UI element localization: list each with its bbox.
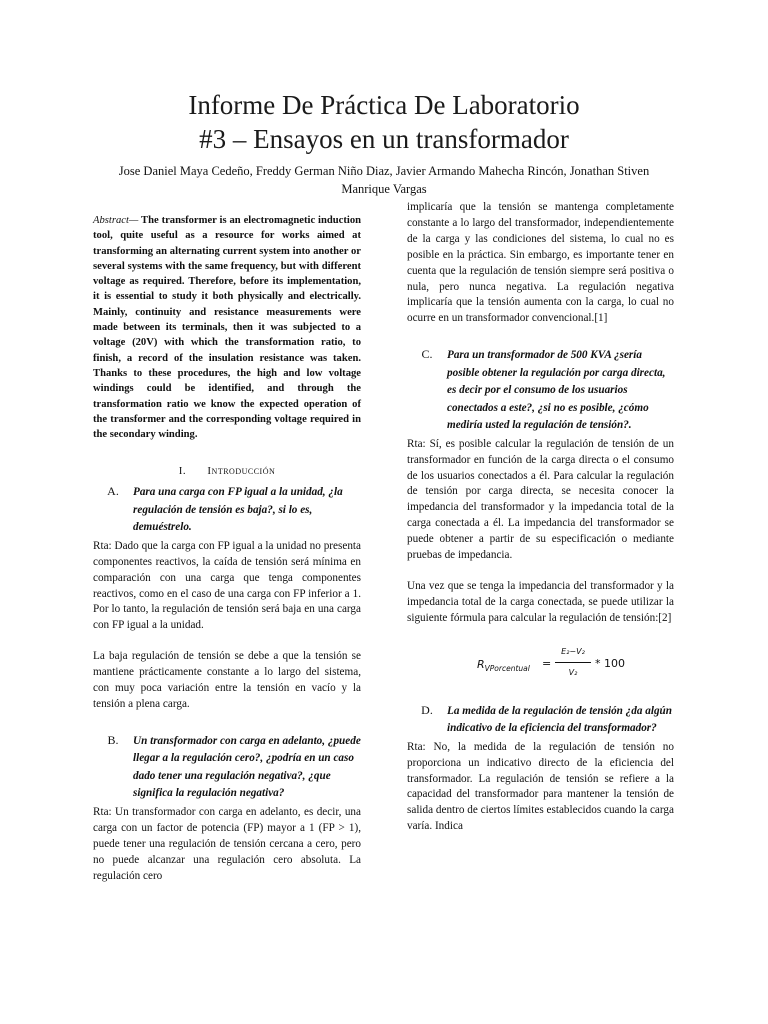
question-text: La medida de la regulación de tensión ¿da algún indicativo de la eficiencia del transformador? xyxy=(447,704,673,735)
answer-paragraph: Una vez que se tenga la impedancia del transformador y la impedancia total de la carga conectada, se puede utilizar la siguiente fórmula para calcular la regulación de tensión:[2] xyxy=(407,580,674,624)
answer-paragraph: Rta: Dado que la carga con FP igual a la unidad no presenta componentes reactivos, la caída de tensión será mínima en comparación con una carga que tenga componentes reactivos, como en el caso de una carga con FP inferior a 1. Por lo tanto, la regulación de tensión será baja en una carga con FP igual a la unidad. xyxy=(93,539,361,632)
question-letter: D. xyxy=(421,702,433,717)
title-line-1: Informe De Práctica De Laboratorio xyxy=(188,90,580,120)
author-list: Jose Daniel Maya Cedeño, Freddy German Niño Diaz, Javier Armando Mahecha Rincón, Jonathan Stiven Manrique Vargas xyxy=(118,164,650,196)
question-letter: C. xyxy=(421,347,433,362)
question-c xyxy=(407,347,674,435)
formula-denominator: V₂ xyxy=(568,667,578,677)
abstract-label: Abstract— xyxy=(93,215,139,226)
formula-numerator: E₂−V₂ xyxy=(561,646,585,656)
answer-paragraph: Rta: Un transformador con carga en adelanto, es decir, una carga con un factor de potencia (FP) mayor a 1 (FP > 1), puede tener una regulación de tensión cercana a cero, pero no puede alcanzar una regulación cero absoluta. La regulación cero xyxy=(93,805,361,882)
title-line-2: #3 – Ensayos en un transformador xyxy=(199,124,569,154)
question-letter: B. xyxy=(107,732,119,747)
abstract-text: The transformer is an electromagnetic induction tool, quite useful as a resource for works aimed at transforming an alternating current system into another or several systems with the same frequency, but with different voltage as required. Therefore, before its implementation, it is essential to study it both physically and electrically. Mainly, continuity and resistance measurements were made between its terminals, then it was subjected to a voltage (20V) with which the transformation ratio, to finish, a record of the insulation resistance was taken. Thanks to these procedures, the high and low voltage windings could be identified, and through the transformation ratio we know the expected operation of the transformer and the corresponding voltage required in the secondary winding. xyxy=(93,215,362,441)
abstract xyxy=(93,213,361,442)
answer-paragraph: La baja regulación de tensión se debe a que la tensión se mantiene prácticamente constante a lo largo del sistema, con muy poca variación entre la tensión en vacío y la tensión a plena carga. xyxy=(93,650,361,711)
section-title: Introducción xyxy=(207,465,276,478)
question-a xyxy=(93,484,361,537)
question-letter: A. xyxy=(107,484,119,499)
formula-lhs: $R_{VPorcentual}$ xyxy=(477,657,530,673)
formula-fraction xyxy=(555,644,591,681)
answer-paragraph: Rta: Sí, es posible calcular la regulación de tensión de un transformador en función de la carga directa o el consumo de los usuarios conectados a él. Para calcular la regulación de tensión por carga directa, se necesita conocer la impedancia del transformador y la impedancia total de la carga conectada a él. La impedancia del transformador se puede obtener a partir de su especificación o mediante pruebas de impedancia. xyxy=(407,437,674,562)
question-d xyxy=(407,703,674,738)
answer-paragraph-continued: implicaría que la tensión se mantenga completamente constante a lo largo del transformador, independientemente de la carga y las condiciones del sistema, lo cual no es posible en la práctica. Sin embargo, es importante tener en cuenta que la regulación de tensión siempre será positiva o nula, pero nunca negativa. La regulación negativa implicaría que la tensión aumenta con la carga, lo cual no ocurre en un transformador convencional.[1] xyxy=(407,201,674,325)
section-heading-introduction xyxy=(93,464,361,480)
paper-title xyxy=(0,88,768,156)
question-text: Para una carga con FP igual a la unidad, ¿la regulación de tensión es baja?, si lo es, demuéstrelo. xyxy=(133,486,343,534)
question-b xyxy=(93,733,361,803)
regulation-formula xyxy=(407,641,674,685)
question-text: Para un transformador de 500 KVA ¿sería posible obtener la regulación por carga directa, es decir por el consumo de los usuarios conectados a este?, ¿si no es posible, ¿cómo mediría usted la regulación de tensión?. xyxy=(447,349,666,432)
right-column xyxy=(407,200,674,835)
formula-equals: = xyxy=(542,656,552,670)
left-column xyxy=(93,213,361,884)
answer-paragraph: Rta: No, la medida de la regulación de tensión no proporciona un indicativo directo de la eficiencia del transformador. La regulación de tensión se refiere a la capacidad del transformador para mantener la tensión de salida dentro de ciertos límites establecidos cuando la carga varía. Indica xyxy=(407,740,674,833)
formula-multiplier: * 100 xyxy=(595,656,625,670)
question-text: Un transformador con carga en adelanto, ¿puede llegar a la regulación cero?, ¿podría en un caso dado tener una regulación negativa?, ¿que significa la regulación negativa? xyxy=(133,734,361,800)
section-number: I. xyxy=(178,465,187,478)
